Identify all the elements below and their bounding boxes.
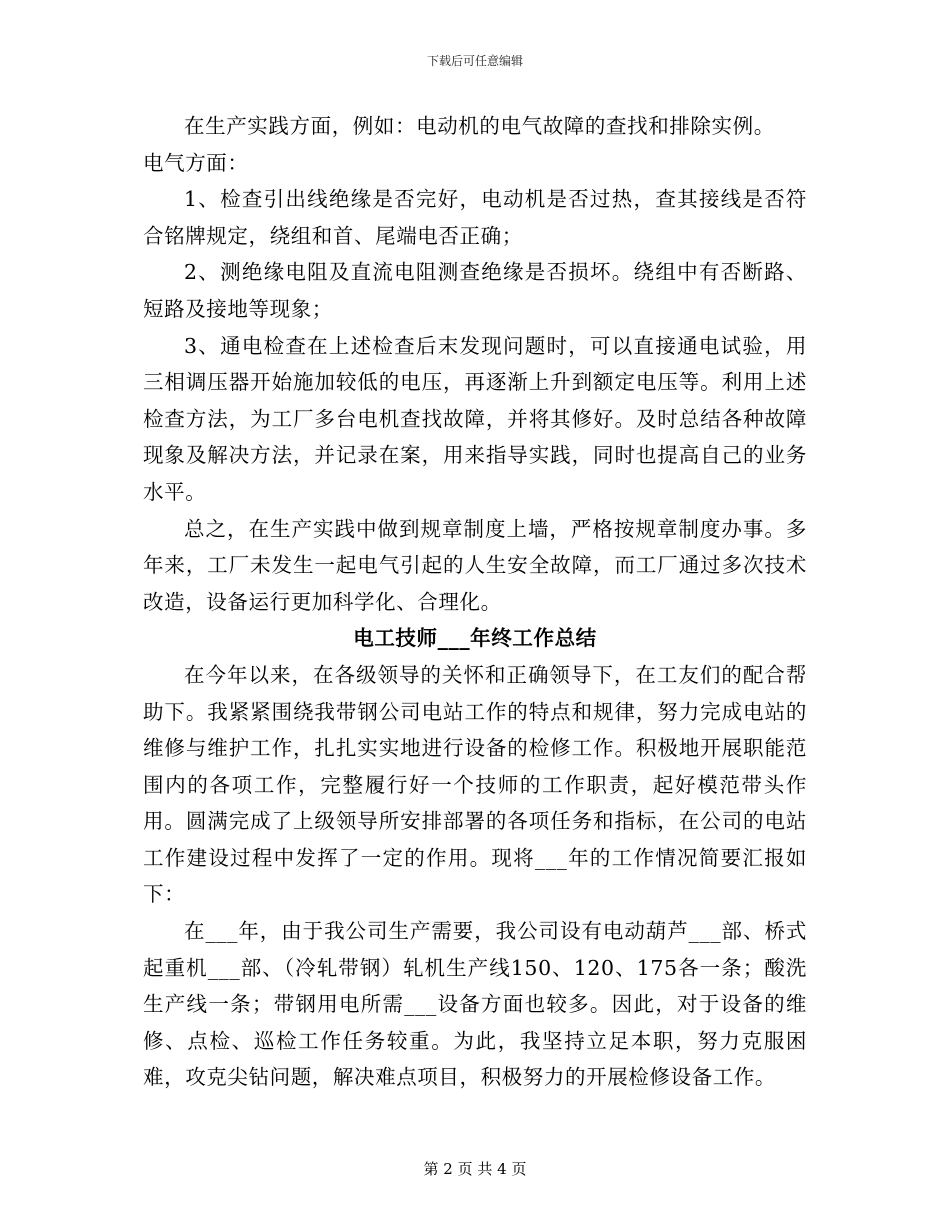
paragraph-report-intro: 在今年以来，在各级领导的关怀和正确领导下，在工友们的配合帮助下。我紧紧围绕我带钢公司电站工作的特点和规律，努力完成电站的维修与维护工作，扎扎实实地进行设备的检修工作。积极地开展职能范围内的各项工作，完整履行好一个技师的工作职责，起好模范带头作用。圆满完成了上级领导所安排部署的各项任务和指标，在公司的电站工作建设过程中发挥了一定的作用。现将___年的工作情况简要汇报如下：	[143, 662, 807, 907]
section-title: 电工技师___年终工作总结	[353, 626, 597, 651]
paragraph-electrical-heading: 电气方面：	[143, 150, 249, 175]
page-number: 第 2 页 共 4 页	[423, 1160, 527, 1178]
document-body	[143, 108, 807, 1096]
list-item-3: 3、通电检查在上述检查后末发现问题时，可以直接通电试验，用三相调压器开始施加较低的电压，再逐渐上升到额定电压等。利用上述检查方法，为工厂多台电机查找故障，并将其修好。及时总结各种故障现象及解决方法，并记录在案，用来指导实践，同时也提高自己的业务水平。	[143, 333, 807, 504]
list-item-1: 1、检查引出线绝缘是否完好，电动机是否过热，查其接线是否符合铭牌规定，绕组和首、尾端电否正确；	[143, 187, 807, 248]
header-note: 下载后可任意编辑	[426, 54, 523, 68]
paragraph-equipment: 在___年，由于我公司生产需要，我公司设有电动葫芦___部、桥式起重机___部、（冷轧带钢）轧机生产线150、120、175各一条；酸洗生产线一条；带钢用电所需___设备方面也较多。因此，对于设备的维修、点检、巡检工作任务较重。为此，我坚持立足本职，努力克服困难，攻克尖钻问题，解决难点项目，积极努力的开展检修设备工作。	[143, 919, 807, 1090]
paragraph-summary: 总之，在生产实践中做到规章制度上墙，严格按规章制度办事。多年来，工厂未发生一起电气引起的人生安全故障，而工厂通过多次技术改造，设备运行更加科学化、合理化。	[143, 516, 807, 614]
list-item-2: 2、测绝缘电阻及直流电阻测查绝缘是否损坏。绕组中有否断路、短路及接地等现象；	[143, 260, 807, 321]
paragraph-intro: 在生产实践方面，例如：电动机的电气故障的查找和排除实例。	[184, 114, 775, 138]
